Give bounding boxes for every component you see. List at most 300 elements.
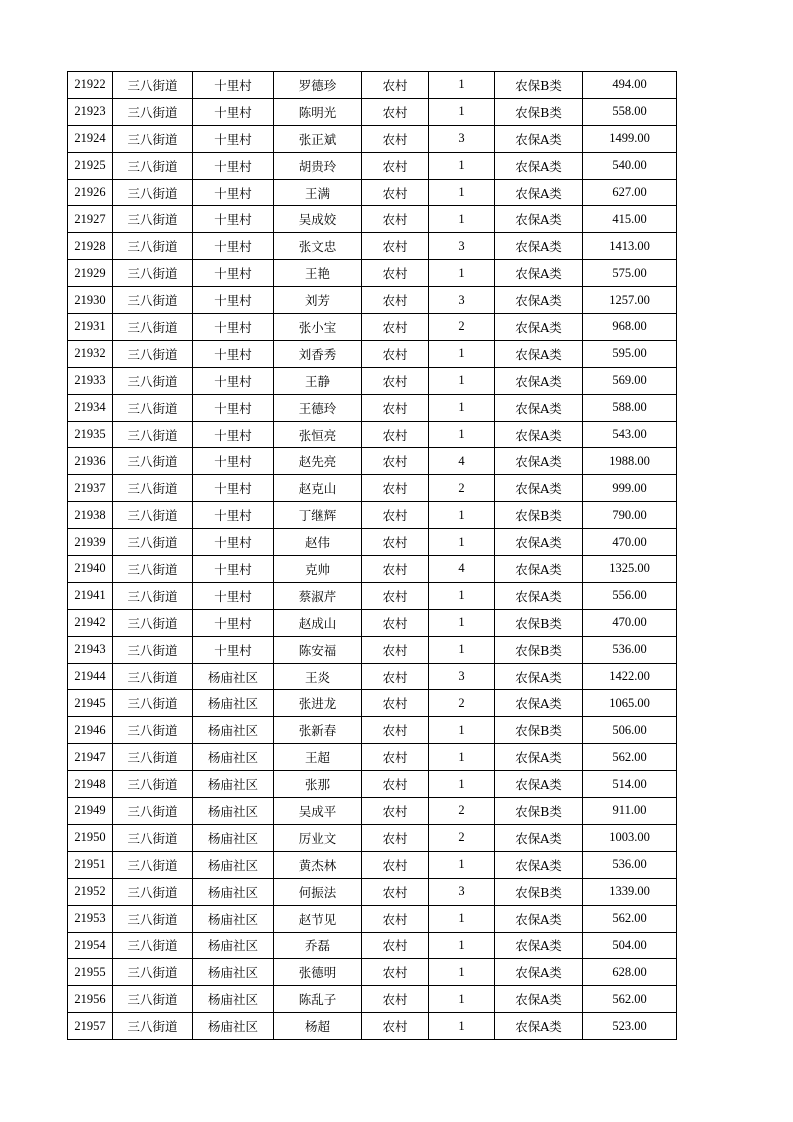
cell-amount: 543.00: [583, 421, 677, 448]
cell-household-type: 农村: [362, 582, 429, 609]
cell-community: 十里村: [193, 260, 274, 287]
cell-amount: 595.00: [583, 340, 677, 367]
cell-street: 三八街道: [113, 582, 193, 609]
table-row: [68, 851, 677, 878]
cell-household-type: 农村: [362, 72, 429, 99]
cell-community: 十里村: [193, 179, 274, 206]
cell-insurance-category: 农保A类: [495, 582, 583, 609]
cell-household-type: 农村: [362, 905, 429, 932]
cell-community: 杨庙社区: [193, 959, 274, 986]
cell-street: 三八街道: [113, 878, 193, 905]
cell-household-type: 农村: [362, 125, 429, 152]
cell-street: 三八街道: [113, 394, 193, 421]
table-row: [68, 878, 677, 905]
cell-community: 十里村: [193, 448, 274, 475]
cell-insurance-category: 农保A类: [495, 152, 583, 179]
cell-insurance-category: 农保A类: [495, 690, 583, 717]
table-row: [68, 72, 677, 99]
cell-person-name: 丁继辉: [274, 502, 362, 529]
cell-serial-number: 21933: [68, 367, 113, 394]
cell-person-name: 赵节见: [274, 905, 362, 932]
cell-serial-number: 21922: [68, 72, 113, 99]
table-row: [68, 260, 677, 287]
cell-member-count: 1: [429, 582, 495, 609]
table-row: [68, 717, 677, 744]
table-row: [68, 125, 677, 152]
cell-street: 三八街道: [113, 609, 193, 636]
cell-insurance-category: 农保A类: [495, 367, 583, 394]
cell-member-count: 3: [429, 125, 495, 152]
cell-insurance-category: 农保B类: [495, 798, 583, 825]
cell-street: 三八街道: [113, 206, 193, 233]
cell-community: 十里村: [193, 206, 274, 233]
cell-street: 三八街道: [113, 340, 193, 367]
cell-person-name: 刘芳: [274, 287, 362, 314]
cell-serial-number: 21945: [68, 690, 113, 717]
cell-street: 三八街道: [113, 287, 193, 314]
cell-insurance-category: 农保A类: [495, 771, 583, 798]
cell-serial-number: 21941: [68, 582, 113, 609]
cell-amount: 627.00: [583, 179, 677, 206]
cell-serial-number: 21949: [68, 798, 113, 825]
cell-amount: 415.00: [583, 206, 677, 233]
cell-member-count: 1: [429, 609, 495, 636]
table-row: [68, 421, 677, 448]
cell-amount: 536.00: [583, 851, 677, 878]
cell-serial-number: 21942: [68, 609, 113, 636]
cell-amount: 1003.00: [583, 824, 677, 851]
cell-household-type: 农村: [362, 152, 429, 179]
cell-person-name: 张文忠: [274, 233, 362, 260]
table-row: [68, 636, 677, 663]
cell-street: 三八街道: [113, 72, 193, 99]
cell-community: 十里村: [193, 125, 274, 152]
cell-amount: 504.00: [583, 932, 677, 959]
cell-insurance-category: 农保A类: [495, 233, 583, 260]
table-row: [68, 582, 677, 609]
cell-person-name: 张德明: [274, 959, 362, 986]
cell-member-count: 1: [429, 260, 495, 287]
cell-amount: 494.00: [583, 72, 677, 99]
cell-household-type: 农村: [362, 287, 429, 314]
cell-household-type: 农村: [362, 529, 429, 556]
cell-insurance-category: 农保A类: [495, 394, 583, 421]
cell-household-type: 农村: [362, 1013, 429, 1040]
cell-community: 杨庙社区: [193, 798, 274, 825]
table-row: [68, 529, 677, 556]
cell-person-name: 赵伟: [274, 529, 362, 556]
roster-body: [68, 72, 677, 1040]
cell-member-count: 4: [429, 556, 495, 583]
cell-household-type: 农村: [362, 206, 429, 233]
cell-street: 三八街道: [113, 448, 193, 475]
cell-street: 三八街道: [113, 475, 193, 502]
cell-amount: 1413.00: [583, 233, 677, 260]
cell-community: 杨庙社区: [193, 771, 274, 798]
cell-insurance-category: 农保A类: [495, 663, 583, 690]
cell-person-name: 王超: [274, 744, 362, 771]
cell-member-count: 1: [429, 206, 495, 233]
cell-person-name: 王艳: [274, 260, 362, 287]
table-row: [68, 179, 677, 206]
cell-amount: 569.00: [583, 367, 677, 394]
cell-household-type: 农村: [362, 314, 429, 341]
cell-insurance-category: 农保B类: [495, 98, 583, 125]
cell-member-count: 1: [429, 394, 495, 421]
cell-person-name: 吴成姣: [274, 206, 362, 233]
table-row: [68, 314, 677, 341]
cell-person-name: 张正斌: [274, 125, 362, 152]
cell-serial-number: 21926: [68, 179, 113, 206]
cell-community: 杨庙社区: [193, 905, 274, 932]
cell-person-name: 乔磊: [274, 932, 362, 959]
cell-person-name: 陈乱子: [274, 986, 362, 1013]
cell-insurance-category: 农保A类: [495, 986, 583, 1013]
cell-community: 杨庙社区: [193, 986, 274, 1013]
cell-person-name: 张恒亮: [274, 421, 362, 448]
table-row: [68, 771, 677, 798]
table-row: [68, 475, 677, 502]
cell-person-name: 黄杰林: [274, 851, 362, 878]
cell-household-type: 农村: [362, 690, 429, 717]
cell-member-count: 1: [429, 340, 495, 367]
table-row: [68, 663, 677, 690]
cell-insurance-category: 农保A类: [495, 179, 583, 206]
cell-community: 杨庙社区: [193, 824, 274, 851]
cell-serial-number: 21939: [68, 529, 113, 556]
cell-amount: 1257.00: [583, 287, 677, 314]
cell-insurance-category: 农保A类: [495, 475, 583, 502]
cell-member-count: 1: [429, 905, 495, 932]
cell-person-name: 陈安福: [274, 636, 362, 663]
cell-serial-number: 21954: [68, 932, 113, 959]
cell-serial-number: 21924: [68, 125, 113, 152]
cell-member-count: 1: [429, 636, 495, 663]
cell-amount: 911.00: [583, 798, 677, 825]
cell-serial-number: 21932: [68, 340, 113, 367]
cell-person-name: 刘香秀: [274, 340, 362, 367]
cell-serial-number: 21957: [68, 1013, 113, 1040]
cell-member-count: 1: [429, 986, 495, 1013]
cell-amount: 506.00: [583, 717, 677, 744]
cell-community: 十里村: [193, 152, 274, 179]
cell-person-name: 杨超: [274, 1013, 362, 1040]
table-row: [68, 367, 677, 394]
cell-amount: 523.00: [583, 1013, 677, 1040]
cell-community: 杨庙社区: [193, 851, 274, 878]
cell-amount: 1988.00: [583, 448, 677, 475]
cell-household-type: 农村: [362, 421, 429, 448]
cell-person-name: 赵成山: [274, 609, 362, 636]
cell-amount: 536.00: [583, 636, 677, 663]
cell-community: 杨庙社区: [193, 744, 274, 771]
cell-serial-number: 21927: [68, 206, 113, 233]
cell-street: 三八街道: [113, 824, 193, 851]
cell-street: 三八街道: [113, 152, 193, 179]
cell-household-type: 农村: [362, 798, 429, 825]
cell-person-name: 何振法: [274, 878, 362, 905]
cell-amount: 514.00: [583, 771, 677, 798]
cell-insurance-category: 农保A类: [495, 556, 583, 583]
cell-amount: 562.00: [583, 744, 677, 771]
cell-insurance-category: 农保B类: [495, 502, 583, 529]
cell-community: 十里村: [193, 529, 274, 556]
cell-amount: 575.00: [583, 260, 677, 287]
cell-serial-number: 21946: [68, 717, 113, 744]
cell-amount: 628.00: [583, 959, 677, 986]
cell-household-type: 农村: [362, 663, 429, 690]
cell-community: 十里村: [193, 636, 274, 663]
table-row: [68, 798, 677, 825]
cell-person-name: 罗德珍: [274, 72, 362, 99]
cell-member-count: 2: [429, 824, 495, 851]
cell-serial-number: 21940: [68, 556, 113, 583]
cell-member-count: 2: [429, 798, 495, 825]
cell-insurance-category: 农保A类: [495, 260, 583, 287]
cell-street: 三八街道: [113, 636, 193, 663]
cell-serial-number: 21955: [68, 959, 113, 986]
cell-amount: 1339.00: [583, 878, 677, 905]
cell-member-count: 1: [429, 152, 495, 179]
cell-community: 杨庙社区: [193, 717, 274, 744]
cell-member-count: 1: [429, 179, 495, 206]
cell-community: 十里村: [193, 314, 274, 341]
cell-amount: 558.00: [583, 98, 677, 125]
cell-household-type: 农村: [362, 340, 429, 367]
cell-amount: 968.00: [583, 314, 677, 341]
cell-person-name: 陈明光: [274, 98, 362, 125]
cell-insurance-category: 农保A类: [495, 529, 583, 556]
cell-person-name: 王德玲: [274, 394, 362, 421]
cell-community: 杨庙社区: [193, 690, 274, 717]
cell-member-count: 1: [429, 717, 495, 744]
cell-person-name: 赵克山: [274, 475, 362, 502]
cell-member-count: 3: [429, 878, 495, 905]
cell-person-name: 胡贵玲: [274, 152, 362, 179]
cell-household-type: 农村: [362, 448, 429, 475]
cell-member-count: 1: [429, 529, 495, 556]
cell-community: 十里村: [193, 556, 274, 583]
cell-household-type: 农村: [362, 824, 429, 851]
cell-person-name: 克帅: [274, 556, 362, 583]
cell-serial-number: 21923: [68, 98, 113, 125]
cell-community: 十里村: [193, 582, 274, 609]
table-row: [68, 394, 677, 421]
table-row: [68, 824, 677, 851]
cell-community: 杨庙社区: [193, 663, 274, 690]
cell-serial-number: 21950: [68, 824, 113, 851]
cell-member-count: 4: [429, 448, 495, 475]
cell-person-name: 张小宝: [274, 314, 362, 341]
cell-street: 三八街道: [113, 556, 193, 583]
cell-street: 三八街道: [113, 502, 193, 529]
cell-person-name: 张进龙: [274, 690, 362, 717]
table-row: [68, 1013, 677, 1040]
cell-serial-number: 21947: [68, 744, 113, 771]
cell-person-name: 张新春: [274, 717, 362, 744]
cell-household-type: 农村: [362, 502, 429, 529]
cell-community: 十里村: [193, 287, 274, 314]
cell-amount: 1422.00: [583, 663, 677, 690]
cell-community: 十里村: [193, 475, 274, 502]
cell-insurance-category: 农保A类: [495, 959, 583, 986]
cell-member-count: 1: [429, 98, 495, 125]
cell-member-count: 1: [429, 72, 495, 99]
cell-serial-number: 21951: [68, 851, 113, 878]
table-row: [68, 609, 677, 636]
cell-member-count: 1: [429, 367, 495, 394]
cell-community: 十里村: [193, 72, 274, 99]
cell-serial-number: 21931: [68, 314, 113, 341]
cell-member-count: 1: [429, 1013, 495, 1040]
cell-street: 三八街道: [113, 851, 193, 878]
cell-amount: 1065.00: [583, 690, 677, 717]
roster-table: [67, 71, 677, 1040]
cell-member-count: 3: [429, 287, 495, 314]
cell-serial-number: 21937: [68, 475, 113, 502]
cell-insurance-category: 农保A类: [495, 340, 583, 367]
cell-community: 十里村: [193, 98, 274, 125]
cell-street: 三八街道: [113, 179, 193, 206]
cell-household-type: 农村: [362, 717, 429, 744]
cell-member-count: 3: [429, 663, 495, 690]
cell-insurance-category: 农保A类: [495, 287, 583, 314]
table-row: [68, 233, 677, 260]
cell-community: 杨庙社区: [193, 1013, 274, 1040]
cell-amount: 588.00: [583, 394, 677, 421]
cell-household-type: 农村: [362, 260, 429, 287]
cell-member-count: 1: [429, 771, 495, 798]
cell-amount: 999.00: [583, 475, 677, 502]
cell-street: 三八街道: [113, 663, 193, 690]
cell-household-type: 农村: [362, 179, 429, 206]
cell-street: 三八街道: [113, 986, 193, 1013]
cell-insurance-category: 农保B类: [495, 72, 583, 99]
cell-amount: 1499.00: [583, 125, 677, 152]
cell-insurance-category: 农保B类: [495, 717, 583, 744]
table-row: [68, 744, 677, 771]
table-row: [68, 340, 677, 367]
cell-insurance-category: 农保A类: [495, 905, 583, 932]
cell-serial-number: 21944: [68, 663, 113, 690]
cell-street: 三八街道: [113, 717, 193, 744]
cell-insurance-category: 农保B类: [495, 609, 583, 636]
cell-insurance-category: 农保A类: [495, 314, 583, 341]
cell-community: 十里村: [193, 502, 274, 529]
cell-street: 三八街道: [113, 260, 193, 287]
cell-street: 三八街道: [113, 690, 193, 717]
cell-serial-number: 21938: [68, 502, 113, 529]
cell-member-count: 1: [429, 421, 495, 448]
cell-street: 三八街道: [113, 529, 193, 556]
cell-household-type: 农村: [362, 851, 429, 878]
cell-household-type: 农村: [362, 986, 429, 1013]
cell-person-name: 厉业文: [274, 824, 362, 851]
table-row: [68, 448, 677, 475]
cell-household-type: 农村: [362, 394, 429, 421]
cell-household-type: 农村: [362, 233, 429, 260]
cell-street: 三八街道: [113, 744, 193, 771]
cell-person-name: 蔡淑芹: [274, 582, 362, 609]
cell-amount: 790.00: [583, 502, 677, 529]
cell-person-name: 张那: [274, 771, 362, 798]
table-row: [68, 287, 677, 314]
cell-street: 三八街道: [113, 98, 193, 125]
cell-serial-number: 21943: [68, 636, 113, 663]
table-row: [68, 959, 677, 986]
cell-person-name: 吴成平: [274, 798, 362, 825]
cell-household-type: 农村: [362, 744, 429, 771]
table-row: [68, 98, 677, 125]
table-row: [68, 905, 677, 932]
cell-household-type: 农村: [362, 636, 429, 663]
cell-street: 三八街道: [113, 905, 193, 932]
cell-serial-number: 21956: [68, 986, 113, 1013]
cell-amount: 1325.00: [583, 556, 677, 583]
cell-household-type: 农村: [362, 98, 429, 125]
cell-insurance-category: 农保B类: [495, 878, 583, 905]
cell-amount: 562.00: [583, 986, 677, 1013]
cell-community: 十里村: [193, 233, 274, 260]
cell-insurance-category: 农保A类: [495, 448, 583, 475]
cell-household-type: 农村: [362, 878, 429, 905]
table-row: [68, 986, 677, 1013]
cell-serial-number: 21952: [68, 878, 113, 905]
cell-household-type: 农村: [362, 771, 429, 798]
cell-insurance-category: 农保B类: [495, 636, 583, 663]
cell-serial-number: 21948: [68, 771, 113, 798]
cell-street: 三八街道: [113, 932, 193, 959]
cell-community: 十里村: [193, 367, 274, 394]
cell-member-count: 2: [429, 475, 495, 502]
cell-member-count: 1: [429, 851, 495, 878]
cell-household-type: 农村: [362, 475, 429, 502]
cell-household-type: 农村: [362, 932, 429, 959]
cell-person-name: 王炎: [274, 663, 362, 690]
cell-insurance-category: 农保A类: [495, 421, 583, 448]
cell-community: 十里村: [193, 340, 274, 367]
cell-person-name: 王满: [274, 179, 362, 206]
cell-street: 三八街道: [113, 367, 193, 394]
cell-street: 三八街道: [113, 798, 193, 825]
cell-street: 三八街道: [113, 125, 193, 152]
cell-serial-number: 21936: [68, 448, 113, 475]
cell-serial-number: 21925: [68, 152, 113, 179]
cell-amount: 540.00: [583, 152, 677, 179]
cell-amount: 470.00: [583, 529, 677, 556]
cell-street: 三八街道: [113, 771, 193, 798]
cell-community: 十里村: [193, 609, 274, 636]
cell-member-count: 2: [429, 690, 495, 717]
cell-person-name: 王静: [274, 367, 362, 394]
cell-community: 杨庙社区: [193, 878, 274, 905]
cell-member-count: 1: [429, 932, 495, 959]
cell-member-count: 1: [429, 959, 495, 986]
cell-amount: 556.00: [583, 582, 677, 609]
cell-street: 三八街道: [113, 314, 193, 341]
cell-community: 十里村: [193, 394, 274, 421]
cell-insurance-category: 农保A类: [495, 206, 583, 233]
cell-insurance-category: 农保A类: [495, 851, 583, 878]
cell-street: 三八街道: [113, 233, 193, 260]
cell-serial-number: 21930: [68, 287, 113, 314]
cell-household-type: 农村: [362, 367, 429, 394]
cell-serial-number: 21928: [68, 233, 113, 260]
cell-member-count: 1: [429, 502, 495, 529]
cell-household-type: 农村: [362, 959, 429, 986]
cell-insurance-category: 农保A类: [495, 932, 583, 959]
cell-community: 十里村: [193, 421, 274, 448]
